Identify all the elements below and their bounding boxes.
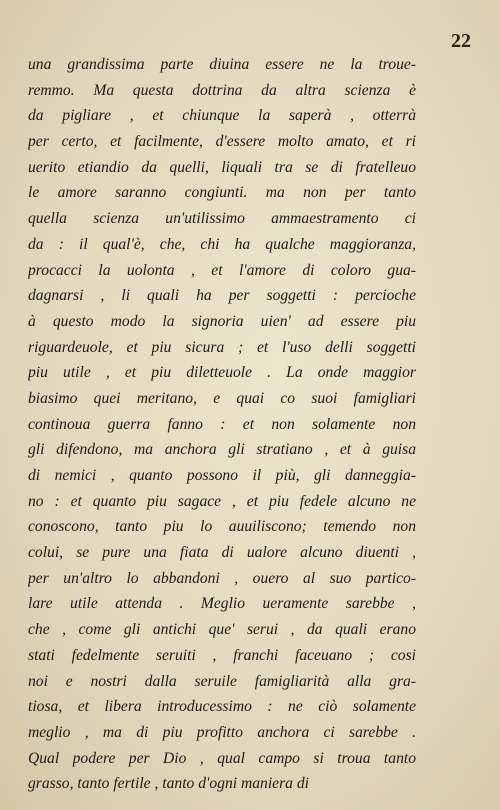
text-line: continoua guerra fanno : et non solamente non bbox=[28, 415, 416, 433]
text-line: biasimo quei meritano, e quai co suoi famigliari bbox=[28, 389, 416, 407]
text-line: remmo. Ma questa dottrina da altra scienza è bbox=[28, 81, 416, 99]
text-line: stati fedelmente seruiti , franchi faceuano ; cosi bbox=[28, 646, 416, 664]
text-line: conoscono, tanto piu lo auuiliscono; temendo non bbox=[28, 518, 416, 536]
text-line: gli difendono, ma anchora gli stratiano , et à guisa bbox=[28, 441, 416, 459]
text-line: no : et quanto piu sagace , et piu fedele alcuno ne bbox=[28, 492, 416, 510]
text-line: da pigliare , et chiunque la saperà , otterrà bbox=[28, 107, 416, 125]
text-line: Qual podere per Dio , qual campo si troua tanto bbox=[28, 749, 416, 767]
text-line: procacci la uolonta , et l'amore di coloro gua- bbox=[28, 261, 416, 279]
text-line: per certo, et facilmente, d'essere molto amato, et ri bbox=[28, 133, 416, 151]
text-line: che , come gli antichi que' serui , da quali erano bbox=[28, 621, 416, 639]
text-line: le amore saranno congiunti. ma non per tanto bbox=[28, 184, 416, 202]
text-line: à questo modo la signoria uien' ad essere piu bbox=[28, 312, 416, 330]
text-line: quella scienza un'utilissimo ammaestramento ci bbox=[28, 210, 416, 228]
text-line: piu utile , et piu diletteuole . La onde maggior bbox=[28, 364, 416, 382]
text-line: dagnarsi , li quali ha per soggetti : percioche bbox=[28, 287, 416, 305]
text-line: per un'altro lo abbandoni , ouero al suo partico- bbox=[28, 569, 416, 587]
text-line: noi e nostri dalla seruile famigliarità alla gra- bbox=[28, 672, 416, 690]
text-line: una grandissima parte diuina essere ne la troue- bbox=[28, 56, 416, 73]
text-line: uerito etiandio da quelli, liquali tra se di fratelleuo bbox=[28, 158, 416, 176]
text-line: riguardeuole, et piu sicura ; et l'uso delli soggetti bbox=[28, 338, 416, 356]
text-line: grasso, tanto fertile , tanto d'ogni maniera di bbox=[28, 775, 309, 793]
text-line: da : il qual'è, che, chi ha qualche maggioranza, bbox=[28, 235, 416, 253]
text-line: colui, se pure una fiata di ualore alcuno diuenti , bbox=[28, 544, 416, 562]
text-line: tiosa, et libera introducessimo : ne ciò solamente bbox=[28, 698, 416, 716]
text-line: lare utile attenda . Meglio ueramente sarebbe , bbox=[28, 595, 416, 613]
page-number: 22 bbox=[451, 30, 471, 52]
text-line: meglio , ma di piu profitto anchora ci sarebbe . bbox=[28, 723, 416, 741]
body-text bbox=[28, 52, 416, 797]
text-line: di nemici , quanto possono il più, gli danneggia- bbox=[28, 467, 416, 484]
